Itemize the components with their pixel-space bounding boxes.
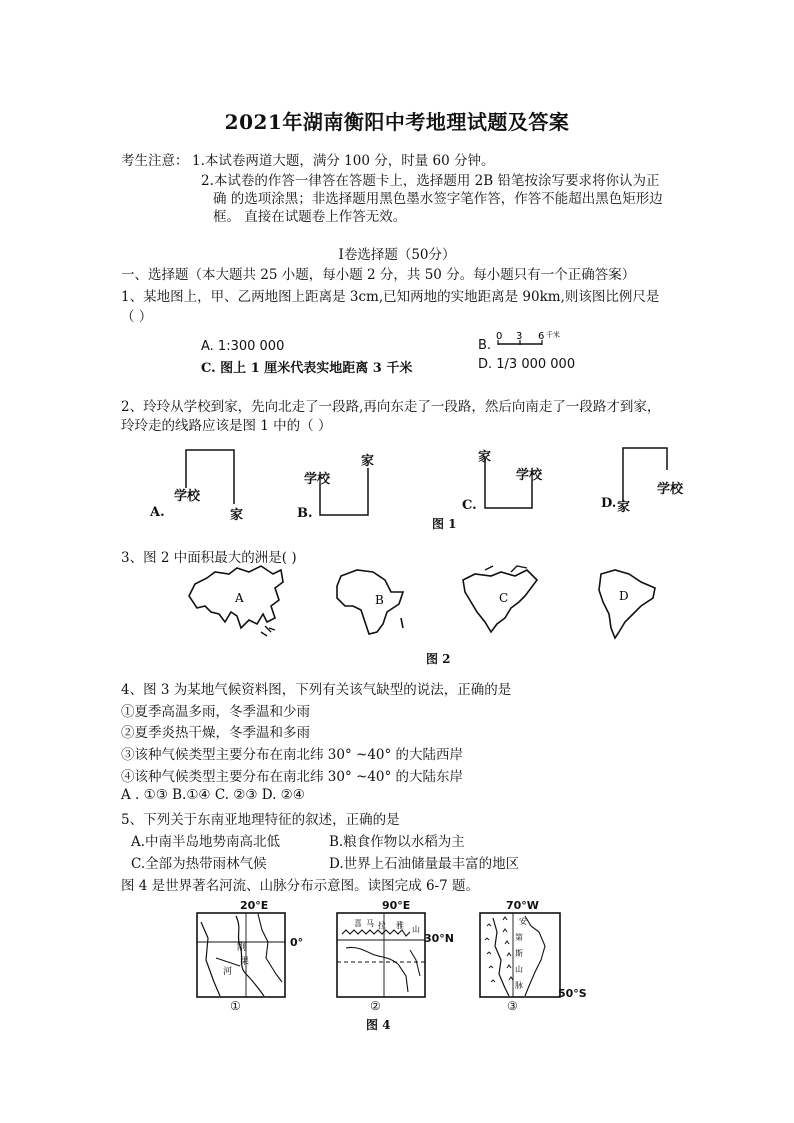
q4-statement-3: ③该种气候类型主要分布在南北纬 30° ~40° 的大陆西岸 xyxy=(121,747,464,763)
q5-option-d: D.世界上石油储量最丰富的地区 xyxy=(329,856,520,872)
q2-b-home: 家 xyxy=(361,454,375,469)
continent-label-b: B xyxy=(375,593,384,607)
notice-item-2-line-1: 2.本试卷的作答一律答在答题卡上，选择题用 2B 铅笔按涂写要求将你认为正 xyxy=(201,173,660,189)
q2-d-home: 家 xyxy=(617,500,631,515)
q5-option-a: A.中南半岛地势南高北低 xyxy=(131,834,281,850)
q2-option-c: C. xyxy=(462,498,477,513)
continent-label-c: C xyxy=(499,591,509,605)
map-2-longitude: 90°E xyxy=(382,899,411,912)
map-1-latitude: 0° xyxy=(290,936,304,949)
q4-options: A . ①③ B.①④ C. ②③ D. ②④ xyxy=(121,787,305,803)
scale-unit: 千米 xyxy=(546,331,560,339)
q2-option-a: A. xyxy=(150,505,165,520)
scale-tick-0: 0 xyxy=(496,331,503,342)
q1-stem-line-2: （ ） xyxy=(121,309,153,325)
q5-option-b: B.粮食作物以水稻为主 xyxy=(329,834,465,850)
map-3-mtn-char-3: 斯 xyxy=(515,949,523,958)
q2-option-b: B. xyxy=(297,506,313,521)
map-1-river-char-1: 刚 xyxy=(237,943,247,953)
part-heading: 一、选择题（本大题共 25 小题，每小题 2 分，共 50 分。每小题只有一个正确答案） xyxy=(121,267,636,283)
notice-label: 考生注意： xyxy=(121,153,189,169)
map-2-himalayas xyxy=(336,912,426,998)
map-2-mtn-char-4: 雅 xyxy=(396,921,404,930)
continent-label-d: D xyxy=(619,589,629,603)
q4-statement-2: ②夏季炎热干燥，冬季温和多雨 xyxy=(121,725,310,741)
map-3-latitude: 50°S xyxy=(558,987,587,1000)
scale-tick-6: 6 xyxy=(538,331,545,342)
map-1-river-char-2: 果 xyxy=(240,957,250,967)
q2-b-school: 学校 xyxy=(304,472,331,487)
q3-stem: 3、图 2 中面积最大的洲是( ) xyxy=(121,550,297,566)
map-1-river-char-3: 河 xyxy=(223,967,233,977)
q4-statement-4: ④该种气候类型主要分布在南北纬 30° ~40° 的大陆东岸 xyxy=(121,769,464,785)
map-3-mtn-char-2: 第 xyxy=(515,933,523,942)
map-2-mtn-char-5: 山 xyxy=(412,925,420,934)
map-3-number: ③ xyxy=(507,999,518,1013)
figure-2-caption: 图 2 xyxy=(426,652,451,666)
q1-option-a: A. 1:300 000 xyxy=(201,339,285,354)
figure-1-caption: 图 1 xyxy=(432,517,457,531)
q4-statement-1: ①夏季高温多雨，冬季温和少雨 xyxy=(121,704,310,720)
map-1-congo-river xyxy=(196,912,286,998)
q2-option-d: D. xyxy=(601,496,617,511)
map-3-mtn-char-1: 安 xyxy=(519,917,527,926)
map-1-number: ① xyxy=(230,999,241,1013)
map-3-longitude: 70°W xyxy=(506,899,539,912)
continent-label-a: A xyxy=(235,591,244,605)
map-2-latitude: 30°N xyxy=(424,932,455,945)
south-america-shape-icon xyxy=(599,570,655,638)
map-2-mtn-char-2: 马 xyxy=(366,919,374,928)
map-2-mtn-char-1: 喜 xyxy=(354,919,362,928)
q2-stem-line-2: 玲玲走的线路应该是图 1 中的（ ） xyxy=(121,418,332,434)
q2-d-school: 学校 xyxy=(657,482,684,497)
map-2-mtn-char-3: 拉 xyxy=(378,921,386,930)
q2-c-home: 家 xyxy=(478,450,492,465)
q1-option-d: D. 1/3 000 000 xyxy=(478,357,576,372)
figure-4-caption: 图 4 xyxy=(366,1018,391,1032)
q5-option-c: C.全部为热带雨林气候 xyxy=(131,856,267,872)
africa-shape-icon xyxy=(337,570,403,634)
q2-c-school: 学校 xyxy=(516,468,543,483)
notice-item-1: 1.本试卷两道大题，满分 100 分，时量 60 分钟。 xyxy=(192,153,495,169)
page-title: 2021年湖南衡阳中考地理试题及答案 xyxy=(224,110,570,134)
figure-1-routes xyxy=(140,440,700,535)
notice-item-2-line-2: 确 的选项涂黑；非选择题用黑色墨水签字笔作答，作答不能超出黑色矩形边 xyxy=(213,191,663,207)
map-1-longitude: 20°E xyxy=(240,899,269,912)
figure-4-intro: 图 4 是世界著名河流、山脉分布示意图。读图完成 6-7 题。 xyxy=(121,878,479,894)
map-2-number: ② xyxy=(370,999,381,1013)
q2-a-school: 学校 xyxy=(174,489,201,504)
figure-2-continents xyxy=(185,562,665,642)
notice-item-2-line-3: 框。 直接在试题卷上作答无效。 xyxy=(213,209,407,225)
q4-stem: 4、图 3 为某地气候资料图，下列有关该气缺型的说法，正确的是 xyxy=(121,682,512,698)
q5-stem: 5、下列关于东南亚地理特征的叙述，正确的是 xyxy=(121,812,400,828)
q1-option-b: B. xyxy=(478,338,492,353)
q2-a-home: 家 xyxy=(230,508,244,523)
q1-stem-line-1: 1、某地图上，甲、乙两地图上距离是 3cm,已知两地的实地距离是 90km,则该图比例尺是 xyxy=(121,289,660,305)
q1-option-c: C. 图上 1 厘米代表实地距离 3 千米 xyxy=(201,361,413,376)
section-title: I卷选择题（50分） xyxy=(338,247,456,263)
scale-bar-icon xyxy=(494,328,574,352)
map-3-andes xyxy=(479,912,561,998)
q2-stem-line-1: 2、玲玲从学校到家，先向北走了一段路,再向东走了一段路，然后向南走了一段路才到家， xyxy=(121,399,661,415)
map-3-mtn-char-5: 脉 xyxy=(515,981,523,990)
map-3-mtn-char-4: 山 xyxy=(515,965,523,974)
scale-tick-3: 3 xyxy=(516,331,523,342)
